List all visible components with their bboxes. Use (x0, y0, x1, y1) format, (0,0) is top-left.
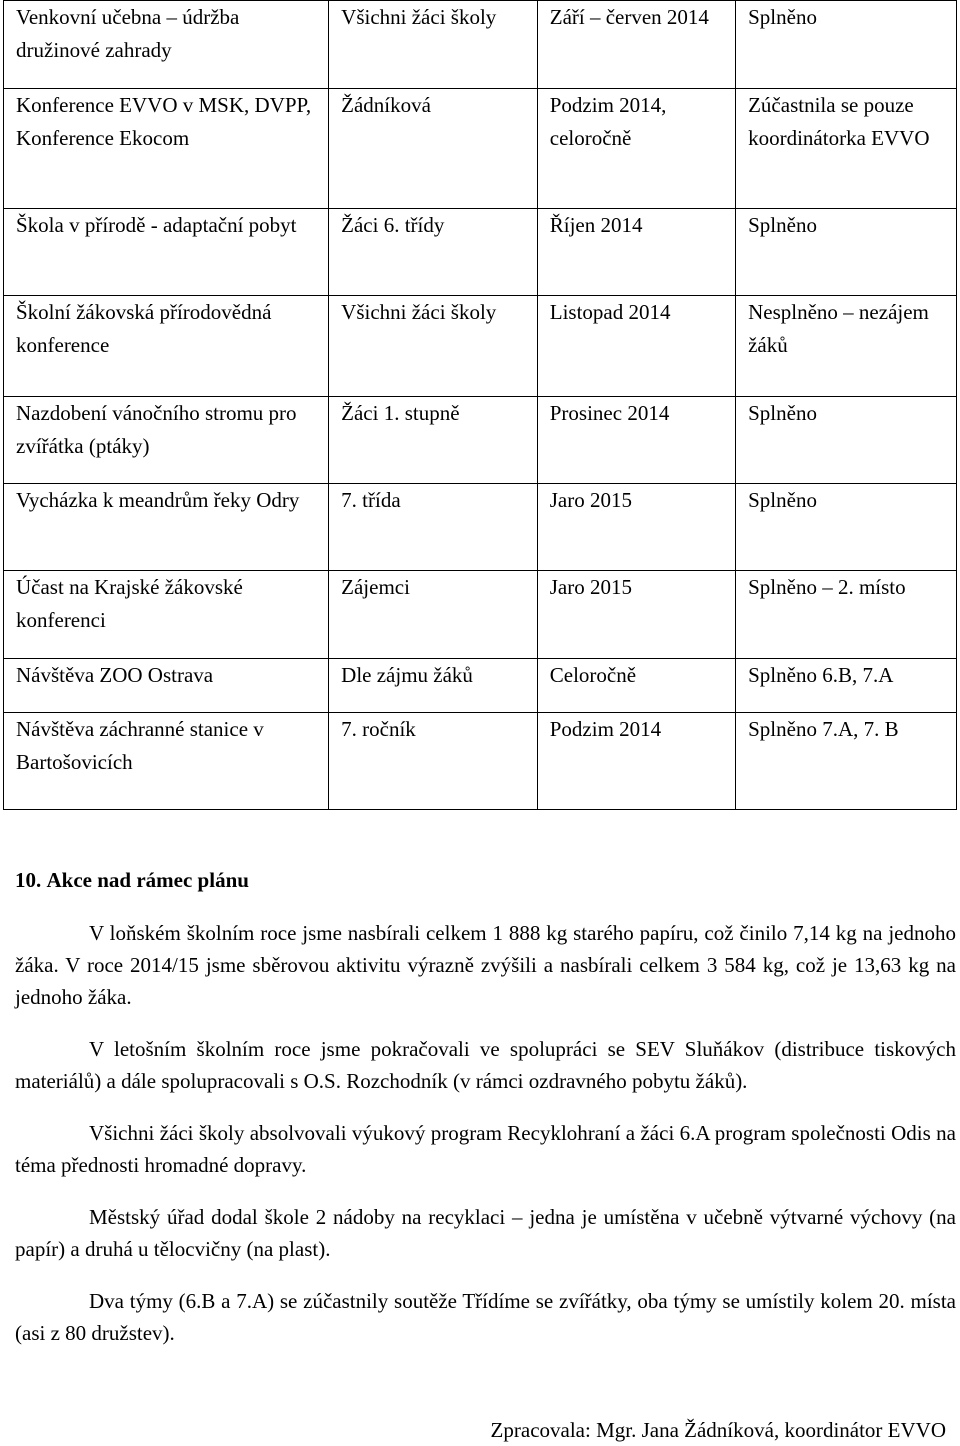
paragraph-competition: Dva týmy (6.B a 7.A) se zúčastnily soutěže Třídíme se zvířátky, oba týmy se umístily kolem 20. místa (asi z 80 družstev). (15, 1289, 956, 1345)
term-cell-text: Listopad 2014 (549, 300, 671, 324)
participants-cell-text: Všichni žáci školy (341, 5, 497, 29)
activities-table (3, 0, 957, 810)
participants-cell (329, 296, 538, 397)
table-row (4, 713, 957, 810)
result-cell-text: Splněno – 2. místo (748, 575, 906, 599)
result-cell (736, 89, 957, 209)
term-cell (537, 484, 735, 571)
result-cell-text: Splněno (748, 401, 817, 425)
activity-cell-text: Venkovní učebna – údržba družinové zahrady (16, 5, 240, 62)
activity-cell (4, 1, 329, 89)
participants-cell (329, 1, 538, 89)
term-cell (537, 1, 735, 89)
participants-cell (329, 209, 538, 296)
participants-cell (329, 397, 538, 484)
term-cell-text: Říjen 2014 (549, 213, 643, 237)
result-cell (736, 1, 957, 89)
activity-cell (4, 397, 329, 484)
result-cell (736, 296, 957, 397)
term-cell-text: Podzim 2014, celoročně (549, 93, 667, 150)
term-cell-text: Celoročně (549, 663, 637, 687)
term-cell (537, 659, 735, 713)
table-row (4, 296, 957, 397)
term-cell (537, 713, 735, 810)
activity-cell-text: Škola v přírodě - adaptační pobyt (16, 213, 297, 237)
activity-cell-text: Účast na Krajské žákovské konferenci (16, 575, 243, 632)
result-cell-text: Splněno 6.B, 7.A (748, 663, 894, 687)
result-cell-text: Splněno (748, 488, 817, 512)
participants-cell-text: Žáci 6. třídy (341, 213, 445, 237)
activity-cell-text: Vycházka k meandrům řeky Odry (16, 488, 300, 512)
activity-cell (4, 571, 329, 659)
result-cell (736, 209, 957, 296)
participants-cell-text: 7. třída (341, 488, 401, 512)
result-cell-text: Zúčastnila se pouze koordinátorka EVVO (748, 93, 930, 150)
activity-cell-text: Návštěva záchranné stanice v Bartošovicích (16, 717, 264, 774)
result-cell-text: Splněno (748, 213, 817, 237)
activity-cell (4, 209, 329, 296)
term-cell-text: Podzim 2014 (549, 717, 662, 741)
term-cell (537, 397, 735, 484)
participants-cell-text: Dle zájmu žáků (341, 663, 473, 687)
result-cell-text: Nesplněno – nezájem žáků (748, 300, 929, 357)
participants-cell (329, 89, 538, 209)
participants-cell (329, 571, 538, 659)
participants-cell-text: Zájemci (341, 575, 410, 599)
activity-cell (4, 484, 329, 571)
signature: Zpracovala: Mgr. Jana Žádníková, koordinátor EVVO (490, 1418, 946, 1442)
result-cell (736, 571, 957, 659)
participants-cell-text: Všichni žáci školy (341, 300, 497, 324)
activity-cell (4, 296, 329, 397)
result-cell (736, 484, 957, 571)
table-row (4, 89, 957, 209)
activity-cell-text: Návštěva ZOO Ostrava (16, 663, 214, 687)
activity-cell-text: Školní žákovská přírodovědná konference (16, 300, 272, 357)
result-cell (736, 713, 957, 810)
table-row (4, 484, 957, 571)
table-row (4, 209, 957, 296)
participants-cell (329, 659, 538, 713)
table-row (4, 659, 957, 713)
activity-cell (4, 659, 329, 713)
result-cell (736, 397, 957, 484)
paragraph-programs: Všichni žáci školy absolvovali výukový program Recyklohraní a žáci 6.A program společnosti Odis na téma přednosti hromadné dopravy. (15, 1121, 956, 1177)
term-cell-text: Jaro 2015 (549, 575, 632, 599)
term-cell (537, 209, 735, 296)
term-cell-text: Prosinec 2014 (549, 401, 670, 425)
activities-table-body (4, 1, 957, 810)
term-cell-text: Jaro 2015 (549, 488, 632, 512)
result-cell (736, 659, 957, 713)
activity-cell (4, 713, 329, 810)
activity-cell (4, 89, 329, 209)
paragraph-paper-collection: V loňském školním roce jsme nasbírali celkem 1 888 kg starého papíru, což činilo 7,14 kg na jednoho žáka. V roce 2014/15 jsme sběrovou aktivitu výrazně zvýšili a nasbírali celkem 3 584 kg, což je 13,63 kg na jednoho žáka. (15, 921, 956, 1009)
term-cell (537, 296, 735, 397)
table-row (4, 571, 957, 659)
activity-cell-text: Nazdobení vánočního stromu pro zvířátka (ptáky) (16, 401, 297, 458)
section-heading (15, 864, 956, 897)
participants-cell (329, 713, 538, 810)
participants-cell-text: Žádníková (341, 93, 431, 117)
participants-cell-text: Žáci 1. stupně (341, 401, 460, 425)
result-cell-text: Splněno (748, 5, 817, 29)
term-cell (537, 89, 735, 209)
result-cell-text: Splněno 7.A, 7. B (748, 717, 899, 741)
term-cell (537, 571, 735, 659)
participants-cell-text: 7. ročník (341, 717, 416, 741)
section-number: 10. (15, 868, 42, 892)
participants-cell (329, 484, 538, 571)
table-row (4, 1, 957, 89)
paragraph-recycling-bins: Městský úřad dodal škole 2 nádoby na recyklaci – jedna je umístěna v učebně výtvarné výchovy (na papír) a druhá u tělocvičny (na plast). (15, 1205, 956, 1261)
activity-cell-text: Konference EVVO v MSK, DVPP, Konference Ekocom (16, 93, 312, 150)
paragraph-cooperation: V letošním školním roce jsme pokračovali ve spolupráci se SEV Sluňákov (distribuce tiskových materiálů) a dále spolupracovali s O.S. Rozchodník (v rámci ozdravného pobytu žáků). (15, 1037, 956, 1093)
extra-activities-section (15, 864, 956, 1369)
section-title: Akce nad rámec plánu (46, 868, 249, 892)
term-cell-text: Září – červen 2014 (549, 5, 709, 29)
table-row (4, 397, 957, 484)
